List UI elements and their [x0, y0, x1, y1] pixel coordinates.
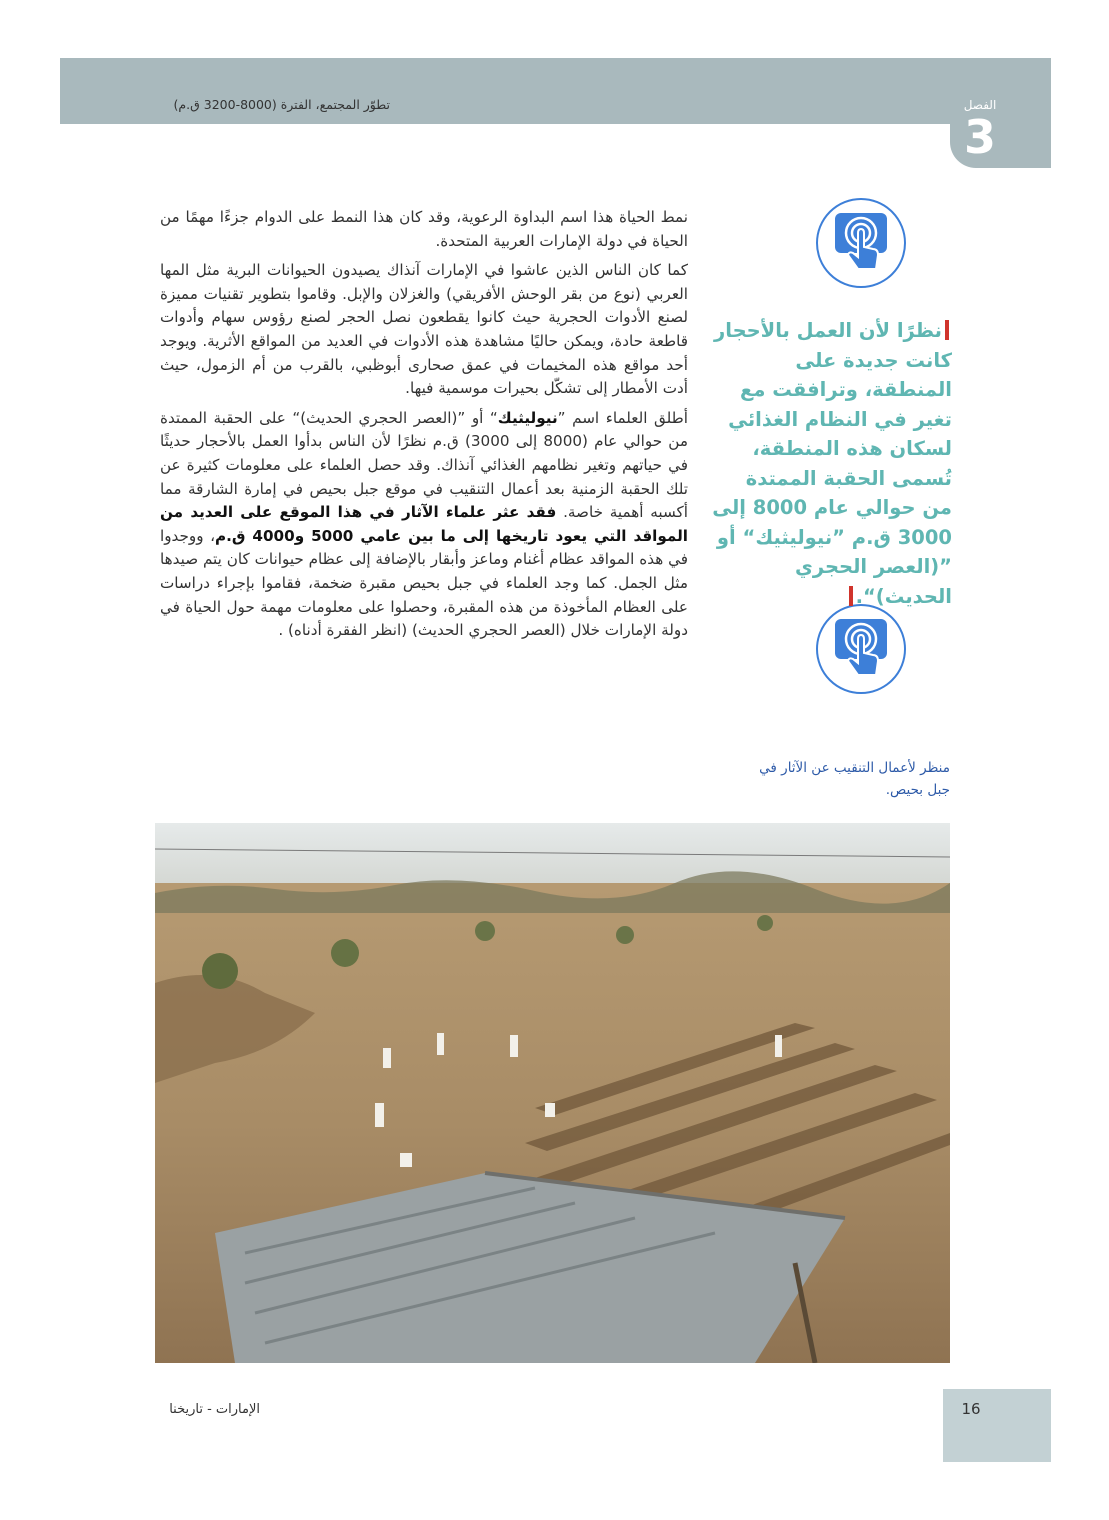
paragraph-3-highlight: فقد عثر علماء الآثار في هذا الموقع على العديد من المواقد التي يعود تاريخها إلى ما بين عامي 5000 و4000 ق.م	[160, 503, 688, 545]
paragraph-3-intro: أطلق العلماء اسم ”	[557, 408, 688, 427]
header-band	[60, 58, 950, 124]
neolithic-term: نيوليثيك	[497, 408, 558, 427]
quote-open-bar	[945, 320, 949, 340]
main-body-text	[160, 206, 688, 649]
touch-tap-icon[interactable]	[816, 198, 906, 288]
pull-quote	[712, 316, 952, 611]
touch-tap-icon[interactable]	[816, 604, 906, 694]
photo-caption: منظر لأعمال التنقيب عن الآثار في جبل بحيص.	[759, 760, 950, 798]
pull-quote-text: نظرًا لأن العمل بالأحجار كانت جديدة على المنطقة، وترافقت مع تغير في النظام الغذائي لسكان هذه المنطقة، تُسمى الحقبة الممتدة من حوالي عام 8000 إلى 3000 ق.م ”نيوليثيك“ أو ”(العصر الحجري الحديث)“.	[712, 319, 952, 608]
excavation-photo	[155, 823, 950, 1363]
paragraph-1: نمط الحياة هذا اسم البداوة الرعوية، وقد كان هذا النمط على الدوام جزءًا مهمًا من الحياة في دولة الإمارات العربية المتحدة.	[160, 208, 688, 250]
paragraph-3-end: ، ووجدوا في هذه المواقد عظام أغنام وماعز وأبقار بالإضافة إلى عظام حيوانات كان يتم صيدها مثل الجمل. كما وجد العلماء في جبل بحيص مقبرة ضخمة، فقاموا بإجراء دراسات على العظام المأخوذة من هذه المقبرة، وحصلوا على معلومات مهمة حول الحياة في دولة الإمارات خلال (العصر الحجري الحديث) (انظر الفقرة أدناه) .	[160, 526, 688, 640]
paragraph-3-middle: “ أو ”(العصر الحجري الحديث)“ على الحقبة الممتدة من حوالي عام (8000 إلى 3000) ق.م نظرًا لأن الناس بدأوا العمل بالأحجار حديثًا في حياتهم وتغير نظامهم الغذائي آنذاك. وقد حصل العلماء على معلومات كثيرة عن تلك الحقبة الزمنية بعد أعمال التنقيب في موقع جبل بحيص في إمارة الشارقة مما أكسبه أهمية خاصة.	[160, 408, 689, 522]
page-number: 16	[961, 1400, 981, 1418]
quote-close-bar	[849, 586, 853, 606]
chapter-number: 3	[963, 110, 996, 164]
paragraph-2: كما كان الناس الذين عاشوا في الإمارات آنذاك يصيدون الحيوانات البرية مثل المها العربي (نوع من بقر الوحش الأفريقي) والغزلان والإبل. وقاموا بتطوير تقنيات مميزة لصنع الأدوات الحجرية حيث كانوا يقطعون نصل الحجر لصنع رؤوس سهام وأدوات قاطعة حادة، ويمكن حاليًا مشاهدة هذه الأدوات في العديد من المواقع الأثرية. ويوجد أحد مواقع هذه المخيمات في عمق صحارى أبوظبي، بالقرب من أم الزمول، حيث أدت الأمطار إلى تشكّل بحيرات موسمية فيها.	[160, 261, 688, 398]
running-header-title: تطوّر المجتمع، الفترة (8000-3200 ق.م)	[173, 97, 390, 112]
footer-book-title: الإمارات - تاريخنا	[169, 1402, 260, 1417]
chapter-label: الفصل	[963, 98, 997, 112]
paragraph-3	[160, 407, 688, 643]
